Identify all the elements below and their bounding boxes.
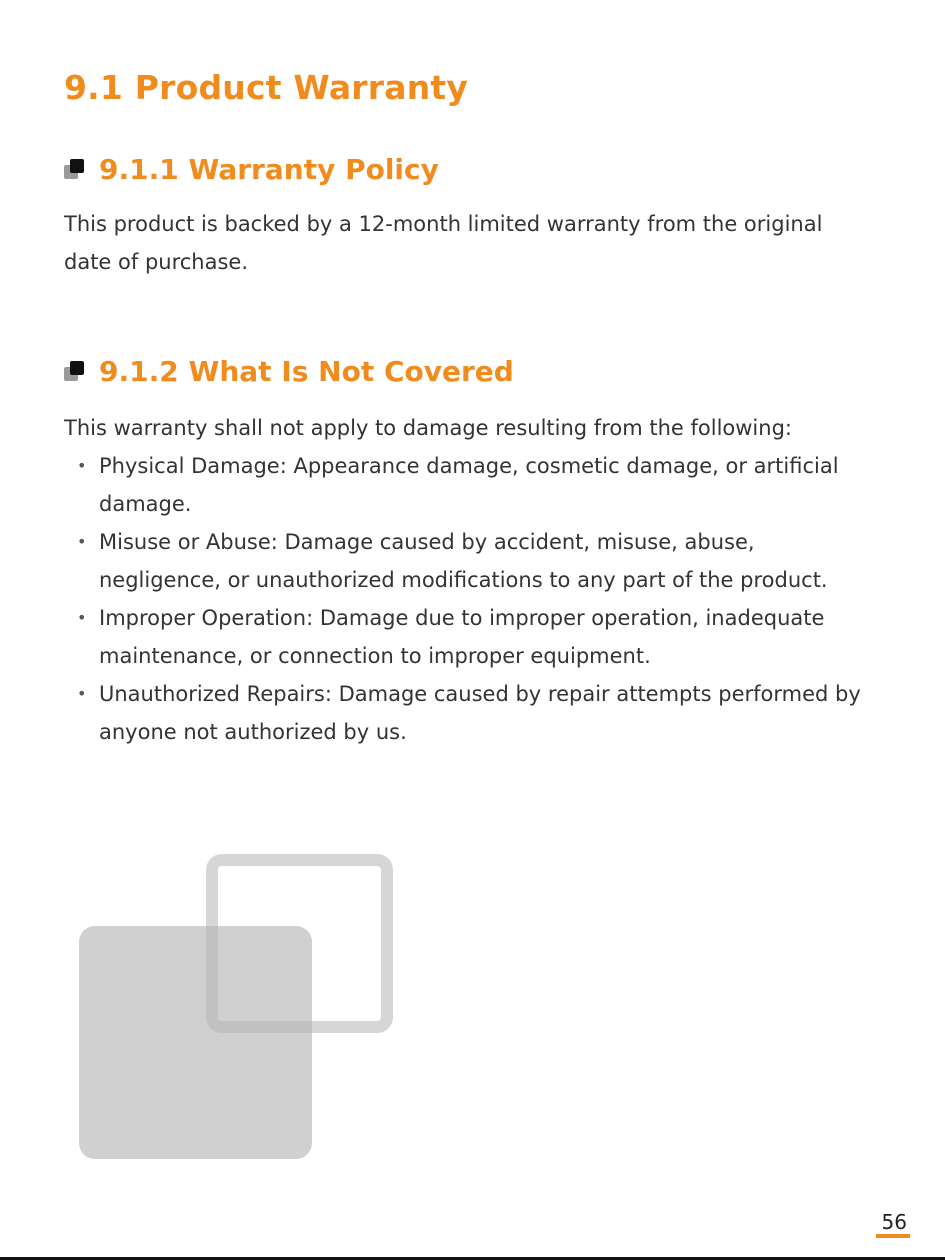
- list-item-text: Unauthorized Repairs: Damage caused by repair attempts performed by anyone not authorized by us.: [99, 682, 861, 744]
- list-item-text: Improper Operation: Damage due to improper operation, inadequate maintenance, or connection to improper equipment.: [99, 606, 825, 668]
- not-covered-heading: [64, 355, 514, 388]
- decorative-outline-square: [206, 854, 393, 1033]
- bullet-icon: •: [77, 456, 87, 475]
- bullet-icon: •: [77, 684, 87, 703]
- list-item: [64, 447, 879, 523]
- stacked-squares-icon: [64, 361, 88, 383]
- list-item-text: Physical Damage: Appearance damage, cosmetic damage, or artificial damage.: [99, 454, 839, 516]
- bullet-icon: •: [77, 608, 87, 627]
- stacked-squares-icon: [64, 159, 88, 181]
- bullet-icon: •: [77, 532, 87, 551]
- list-item: [64, 675, 879, 751]
- page-number: 56: [881, 1210, 907, 1234]
- warranty-policy-heading-text: 9.1.1 Warranty Policy: [99, 153, 439, 186]
- warranty-policy-body: This product is backed by a 12-month limited warranty from the original date of purchase.: [64, 212, 823, 274]
- list-item: [64, 523, 879, 599]
- not-covered-heading-text: 9.1.2 What Is Not Covered: [99, 355, 514, 388]
- not-covered-list: [64, 447, 879, 751]
- list-item-text: Misuse or Abuse: Damage caused by accident, misuse, abuse, negligence, or unauthorized modifications to any part of the product.: [99, 530, 828, 592]
- page-number-underline: [876, 1234, 910, 1238]
- warranty-policy-heading: [64, 153, 439, 186]
- list-item: [64, 599, 879, 675]
- not-covered-intro: This warranty shall not apply to damage resulting from the following:: [64, 416, 792, 440]
- section-title: 9.1 Product Warranty: [64, 68, 469, 107]
